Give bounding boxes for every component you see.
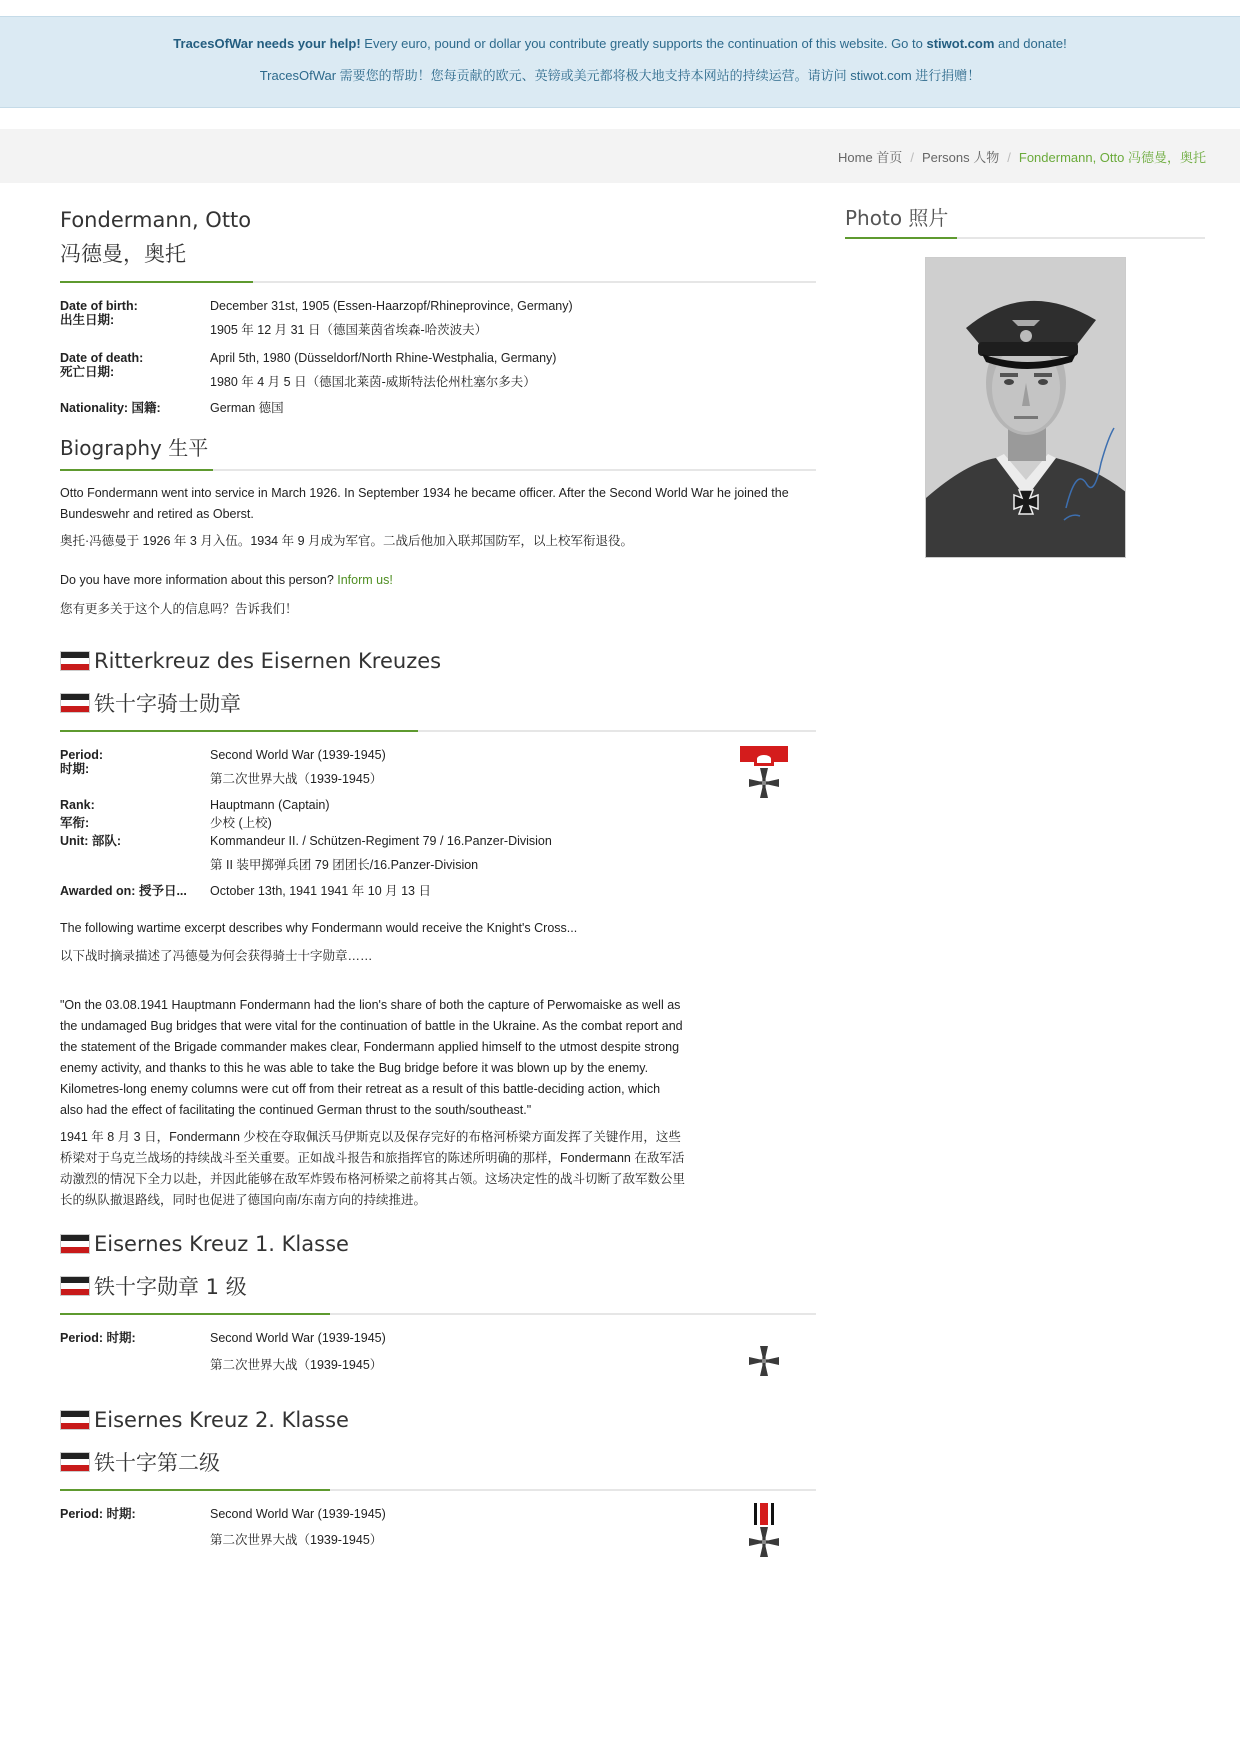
award2-title-de-row: [60, 1223, 816, 1265]
award1-unit-en: Kommandeur II. / Schützen-Regiment 79 / 16.Panzer-Division: [210, 834, 552, 848]
award2-details: [60, 1329, 816, 1389]
award3-title-zh-row: [60, 1441, 816, 1483]
main-content: [60, 203, 816, 1575]
award-knights-cross: [60, 640, 816, 1211]
award1-period-en-link[interactable]: Second World War (1939-1945): [210, 748, 386, 762]
breadcrumb-current: Fondermann, Otto 冯德曼，奥托: [1018, 150, 1206, 165]
biography-zh: 奥托·冯德曼于 1926 年 3 月入伍。1934 年 9 月成为军官。二战后他加入联邦国防军，以上校军衔退役。: [60, 534, 633, 548]
portrait-image: [926, 258, 1126, 558]
award-iron-cross-2: [60, 1399, 816, 1575]
dob-en: December 31st, 1905 (Essen-Haarzopf/Rhineprovince, Germany): [210, 299, 573, 313]
award2-medal-icon: [742, 1339, 786, 1383]
dob-zh: 1905 年 12 月 31 日（德国莱茵省埃森-哈茨波夫）: [210, 323, 488, 337]
donate-text: Every euro, pound or dollar you contribute greatly supports the continuation of this website. Go to: [360, 36, 927, 51]
more-info-line: [60, 570, 816, 591]
award1-period-label-zh: 时期:: [60, 762, 90, 776]
dod-label-en: Date of death:: [60, 351, 144, 365]
award3-period-zh-link[interactable]: 第二次世界大战（1939-1945）: [210, 1533, 383, 1547]
award2-period-label: Period: 时期:: [60, 1331, 136, 1345]
award3-details: [60, 1505, 816, 1575]
inform-us-link[interactable]: Inform us!: [337, 573, 393, 587]
award1-title-de-row: [60, 640, 816, 682]
award1-unit-label: Unit: 部队:: [60, 834, 122, 848]
award1-period-zh-link[interactable]: 第二次世界大战（1939-1945）: [210, 772, 383, 786]
biography-en: Otto Fondermann went into service in March 1926. In September 1934 he became officer. After the Second World War he joined the Bundeswehr and retired as Oberst.: [60, 486, 789, 521]
nationality-label: Nationality: 国籍:: [60, 401, 161, 415]
award2-period-zh-link[interactable]: 第二次世界大战（1939-1945）: [210, 1358, 383, 1372]
award1-unit-zh: 第 II 装甲掷弹兵团 79 团团长/16.Panzer-Division: [210, 858, 479, 872]
donate-bold: TracesOfWar needs your help!: [173, 36, 361, 51]
award3-period-en-link[interactable]: Second World War (1939-1945): [210, 1507, 386, 1521]
award1-intro-zh: 以下战时摘录描述了冯德曼为何会获得骑士十字勋章……: [60, 949, 373, 963]
award1-medal-icon: [740, 746, 788, 806]
nationality-row: [60, 399, 816, 417]
award1-title-zh-row: [60, 682, 816, 724]
award2-title-zh-row: [60, 1265, 816, 1307]
dob-label-en: Date of birth:: [60, 299, 138, 313]
donate-site-link[interactable]: stiwot.com: [926, 36, 995, 51]
dod-label-zh: 死亡日期:: [60, 365, 115, 379]
dod-zh: 1980 年 4 月 5 日（德国北莱茵-威斯特法伦州杜塞尔多夫）: [210, 375, 536, 389]
award1-rank-zh: 少校 (上校): [210, 816, 272, 830]
award1-title-zh: 铁十字骑士勋章: [94, 692, 241, 716]
award3-divider: [60, 1489, 816, 1491]
donate-line-zh: TracesOfWar 需要您的帮助！您每贡献的欧元、英镑或美元都将极大地支持本网站的持续运营。请访问 stiwot.com 进行捐赠！: [259, 68, 981, 83]
german-flag-icon: [60, 1276, 90, 1296]
photo-heading: Photo 照片: [845, 206, 949, 230]
german-flag-icon: [60, 693, 90, 713]
award1-rank-label-zh: 军衔:: [60, 816, 90, 830]
portrait-photo[interactable]: [925, 257, 1126, 558]
dob-row: [60, 297, 816, 339]
donate-line-en: [0, 36, 1240, 51]
donate-end: and donate!: [994, 36, 1067, 51]
award1-title-de: Ritterkreuz des Eisernen Kreuzes: [94, 649, 442, 673]
award3-period-label: Period: 时期:: [60, 1507, 136, 1521]
award1-divider: [60, 730, 816, 732]
award1-details: [60, 746, 816, 900]
award1-quote-zh: 1941 年 8 月 3 日，Fondermann 少校在夺取佩沃马伊斯克以及保存完好的布格河桥梁方面发挥了关键作用，这些桥梁对于乌克兰战场的持续战斗至关重要。正如战斗报告和旅指挥官的陈述所明确的那样，Fondermann 在敌军活动激烈的情况下全力以赴，并因此能够在敌军炸毁布格河桥梁之前将其占领。这场决定性的战斗切断了敌军数公里长的纵队撤退路线，同时也促进了德国向南/东南方向的持续推进。: [60, 1130, 686, 1207]
german-flag-icon: [60, 1410, 90, 1430]
dod-en: April 5th, 1980 (Düsseldorf/North Rhine-Westphalia, Germany): [210, 351, 557, 365]
award2-divider: [60, 1313, 816, 1315]
german-flag-icon: [60, 1452, 90, 1472]
award1-quote-en: "On the 03.08.1941 Hauptmann Fondermann had the lion's share of both the capture of Perwomaiske as well as the undamaged Bug bridges that were vital for the continuation of battle in the Ukraine. As the combat report and the statement of the Brigade commander makes clear, Fondermann applied himself to the utmost despite strong enemy activity, and thanks to this he was able to take the Bug bridge before it was blown up by the enemy. Kilometres-long enemy columns were cut off from their retreat as a result of this battle-deciding action, which also had the effect of facilitating the continued German thrust to the south/southeast.": [60, 998, 683, 1117]
award2-period-en-link[interactable]: Second World War (1939-1945): [210, 1331, 386, 1345]
award1-period-label-en: Period:: [60, 748, 104, 762]
award2-title-zh: 铁十字勋章 1 级: [94, 1275, 247, 1299]
award1-awarded-value: October 13th, 1941 1941 年 10 月 13 日: [210, 884, 431, 898]
award1-intro-en: The following wartime excerpt describes why Fondermann would receive the Knight's Cross...: [60, 921, 578, 935]
more-info-question: Do you have more information about this person?: [60, 573, 338, 587]
biography-divider: [60, 469, 816, 471]
dod-row: [60, 349, 816, 391]
biography-heading: Biography 生平: [60, 436, 209, 460]
breadcrumb-persons[interactable]: Persons 人物: [921, 150, 1000, 165]
award1-awarded-label: Awarded on: 授予日...: [60, 884, 187, 898]
person-name-en: Fondermann, Otto: [60, 208, 252, 232]
breadcrumb-home[interactable]: Home 首页: [838, 150, 903, 165]
person-name-zh: 冯德曼，奥托: [60, 242, 186, 266]
award1-rank-en: Hauptmann (Captain): [210, 798, 330, 812]
photo-divider: [845, 237, 1205, 239]
donate-banner: [0, 16, 1240, 108]
award3-title-zh: 铁十字第二级: [94, 1451, 220, 1475]
title-divider: [60, 281, 816, 283]
german-flag-icon: [60, 651, 90, 671]
more-info-zh: 您有更多关于这个人的信息吗？告诉我们！: [60, 602, 298, 616]
award3-title-de: Eisernes Kreuz 2. Klasse: [94, 1408, 349, 1432]
breadcrumb: Home 首页 / Persons 人物 / Fondermann, Otto 冯德曼，奥托: [0, 129, 1240, 183]
german-flag-icon: [60, 1234, 90, 1254]
award2-title-de: Eisernes Kreuz 1. Klasse: [94, 1232, 349, 1256]
award3-medal-icon: [742, 1503, 786, 1573]
award3-title-de-row: [60, 1399, 816, 1441]
award1-rank-label-en: Rank:: [60, 798, 95, 812]
award-iron-cross-1: [60, 1223, 816, 1389]
nationality-link[interactable]: German 德国: [210, 401, 284, 415]
sidebar-photo: [845, 203, 1205, 239]
dob-label-zh: 出生日期:: [60, 313, 115, 327]
